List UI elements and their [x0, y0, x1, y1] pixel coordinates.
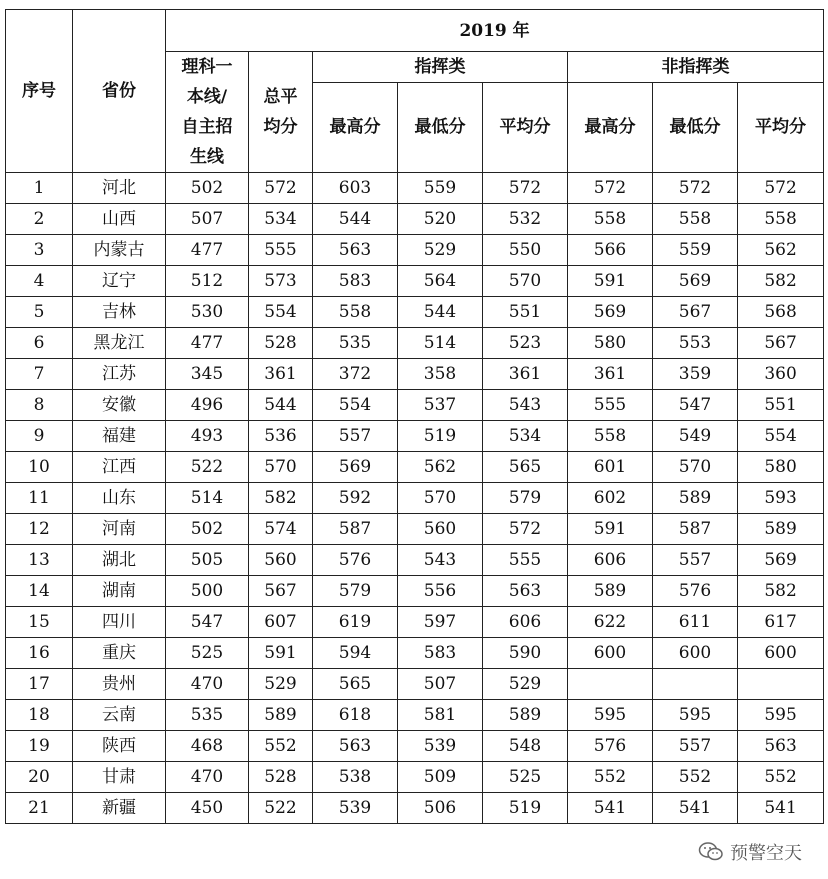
cell-seq: 6	[6, 328, 73, 359]
cell-noncommand-avg: 562	[738, 235, 824, 266]
cell-noncommand-min: 541	[653, 793, 738, 824]
table-row	[6, 545, 824, 576]
cell-province: 河北	[73, 173, 166, 204]
cell-command-min: 544	[398, 297, 483, 328]
table-row	[6, 731, 824, 762]
cell-total-average: 589	[249, 700, 313, 731]
cell-seq: 19	[6, 731, 73, 762]
cell-province: 江西	[73, 452, 166, 483]
cell-noncommand-min: 549	[653, 421, 738, 452]
cell-seq: 9	[6, 421, 73, 452]
cell-command-min: 560	[398, 514, 483, 545]
cell-cutoff-line: 547	[166, 607, 249, 638]
cell-command-max: 618	[313, 700, 398, 731]
cell-total-average: 560	[249, 545, 313, 576]
cell-noncommand-avg: 568	[738, 297, 824, 328]
cell-noncommand-min	[653, 669, 738, 700]
cell-command-min: 509	[398, 762, 483, 793]
table-row	[6, 700, 824, 731]
header-command-min: 最低分	[398, 82, 483, 173]
cell-noncommand-max: 591	[568, 266, 653, 297]
cell-province: 福建	[73, 421, 166, 452]
cell-noncommand-min: 552	[653, 762, 738, 793]
header-province: 省份	[73, 10, 166, 173]
cell-command-min: 537	[398, 390, 483, 421]
cell-seq: 14	[6, 576, 73, 607]
cell-cutoff-line: 502	[166, 173, 249, 204]
cell-command-max: 592	[313, 483, 398, 514]
cell-command-avg: 589	[483, 700, 568, 731]
header-noncommand-max: 最高分	[568, 82, 653, 173]
cell-command-max: 565	[313, 669, 398, 700]
cell-command-avg: 606	[483, 607, 568, 638]
header-command-max: 最高分	[313, 82, 398, 173]
wechat-icon	[698, 841, 724, 863]
header-total-average	[249, 52, 313, 173]
cell-noncommand-avg	[738, 669, 824, 700]
cell-noncommand-max: 576	[568, 731, 653, 762]
cell-command-min: 506	[398, 793, 483, 824]
cell-province: 云南	[73, 700, 166, 731]
cell-command-max: 557	[313, 421, 398, 452]
cell-command-min: 519	[398, 421, 483, 452]
cell-noncommand-max: 572	[568, 173, 653, 204]
cell-noncommand-max: 600	[568, 638, 653, 669]
table-row	[6, 390, 824, 421]
cell-noncommand-max: 580	[568, 328, 653, 359]
header-cutoff-line-2: 本线/	[186, 87, 228, 107]
cell-command-avg: 565	[483, 452, 568, 483]
cell-command-min: 358	[398, 359, 483, 390]
cell-noncommand-max: 566	[568, 235, 653, 266]
header-noncommand-min: 最低分	[653, 82, 738, 173]
cell-province: 河南	[73, 514, 166, 545]
table-row	[6, 266, 824, 297]
cell-command-max: 544	[313, 204, 398, 235]
cell-noncommand-min: 557	[653, 731, 738, 762]
cell-cutoff-line: 496	[166, 390, 249, 421]
header-total-average-2: 均分	[263, 117, 298, 137]
cell-noncommand-min: 595	[653, 700, 738, 731]
cell-cutoff-line: 522	[166, 452, 249, 483]
table-row	[6, 235, 824, 266]
cell-command-avg: 550	[483, 235, 568, 266]
cell-command-min: 543	[398, 545, 483, 576]
cell-noncommand-min: 600	[653, 638, 738, 669]
cell-total-average: 555	[249, 235, 313, 266]
watermark	[698, 839, 802, 865]
cell-command-avg: 361	[483, 359, 568, 390]
cell-total-average: 528	[249, 328, 313, 359]
cell-command-avg: 590	[483, 638, 568, 669]
cell-command-min: 562	[398, 452, 483, 483]
cell-command-max: 579	[313, 576, 398, 607]
cell-cutoff-line: 514	[166, 483, 249, 514]
cell-noncommand-avg: 360	[738, 359, 824, 390]
cell-noncommand-max: 589	[568, 576, 653, 607]
cell-command-min: 564	[398, 266, 483, 297]
cell-noncommand-max: 602	[568, 483, 653, 514]
cell-noncommand-max: 552	[568, 762, 653, 793]
cell-province: 湖北	[73, 545, 166, 576]
cell-command-avg: 534	[483, 421, 568, 452]
cell-noncommand-avg: 595	[738, 700, 824, 731]
cell-noncommand-avg: 569	[738, 545, 824, 576]
cell-command-min: 581	[398, 700, 483, 731]
cell-seq: 15	[6, 607, 73, 638]
header-cutoff-line-1: 理科一	[181, 57, 233, 77]
cell-command-min: 559	[398, 173, 483, 204]
cell-seq: 17	[6, 669, 73, 700]
cell-command-max: 539	[313, 793, 398, 824]
cell-province: 辽宁	[73, 266, 166, 297]
cell-province: 贵州	[73, 669, 166, 700]
cell-noncommand-min: 547	[653, 390, 738, 421]
cell-province: 甘肃	[73, 762, 166, 793]
cell-province: 黑龙江	[73, 328, 166, 359]
cell-total-average: 534	[249, 204, 313, 235]
cell-command-avg: 551	[483, 297, 568, 328]
cell-command-avg: 555	[483, 545, 568, 576]
cell-command-max: 619	[313, 607, 398, 638]
cell-province: 陕西	[73, 731, 166, 762]
header-command-group: 指挥类	[313, 52, 568, 83]
cell-total-average: 361	[249, 359, 313, 390]
cell-province: 内蒙古	[73, 235, 166, 266]
cell-noncommand-min: 553	[653, 328, 738, 359]
cell-noncommand-min: 611	[653, 607, 738, 638]
cell-noncommand-avg: 552	[738, 762, 824, 793]
table-row	[6, 576, 824, 607]
cell-noncommand-max: 606	[568, 545, 653, 576]
cell-noncommand-min: 572	[653, 173, 738, 204]
header-command-avg: 平均分	[483, 82, 568, 173]
cell-command-min: 539	[398, 731, 483, 762]
cell-command-max: 576	[313, 545, 398, 576]
cell-command-avg: 523	[483, 328, 568, 359]
cell-cutoff-line: 530	[166, 297, 249, 328]
cell-noncommand-avg: 617	[738, 607, 824, 638]
cell-command-min: 529	[398, 235, 483, 266]
cell-noncommand-max: 361	[568, 359, 653, 390]
cell-noncommand-avg: 541	[738, 793, 824, 824]
cell-noncommand-min: 558	[653, 204, 738, 235]
cell-cutoff-line: 470	[166, 762, 249, 793]
cell-command-max: 563	[313, 235, 398, 266]
cell-province: 山西	[73, 204, 166, 235]
cell-total-average: 607	[249, 607, 313, 638]
cell-command-min: 514	[398, 328, 483, 359]
cell-noncommand-avg: 572	[738, 173, 824, 204]
cell-noncommand-min: 359	[653, 359, 738, 390]
cell-noncommand-avg: 582	[738, 576, 824, 607]
cell-command-min: 507	[398, 669, 483, 700]
cell-noncommand-max: 601	[568, 452, 653, 483]
score-table	[5, 9, 824, 824]
cell-noncommand-min: 587	[653, 514, 738, 545]
cell-seq: 7	[6, 359, 73, 390]
header-cutoff-line-3: 自主招	[181, 117, 233, 137]
table-row	[6, 638, 824, 669]
cell-command-max: 583	[313, 266, 398, 297]
cell-command-max: 569	[313, 452, 398, 483]
cell-cutoff-line: 470	[166, 669, 249, 700]
cell-province: 湖南	[73, 576, 166, 607]
header-noncommand-avg: 平均分	[738, 82, 824, 173]
cell-total-average: 567	[249, 576, 313, 607]
cell-noncommand-avg: 551	[738, 390, 824, 421]
cell-command-max: 594	[313, 638, 398, 669]
cell-command-max: 603	[313, 173, 398, 204]
cell-seq: 3	[6, 235, 73, 266]
table-row	[6, 607, 824, 638]
table-row	[6, 297, 824, 328]
table-row	[6, 514, 824, 545]
cell-noncommand-avg: 600	[738, 638, 824, 669]
cell-province: 江苏	[73, 359, 166, 390]
cell-command-avg: 579	[483, 483, 568, 514]
cell-cutoff-line: 525	[166, 638, 249, 669]
cell-noncommand-min: 589	[653, 483, 738, 514]
cell-cutoff-line: 535	[166, 700, 249, 731]
table-row	[6, 483, 824, 514]
cell-command-max: 535	[313, 328, 398, 359]
table-row	[6, 793, 824, 824]
cell-province: 吉林	[73, 297, 166, 328]
cell-cutoff-line: 477	[166, 235, 249, 266]
cell-noncommand-max: 622	[568, 607, 653, 638]
cell-cutoff-line: 477	[166, 328, 249, 359]
cell-command-avg: 525	[483, 762, 568, 793]
cell-noncommand-avg: 558	[738, 204, 824, 235]
cell-noncommand-max: 541	[568, 793, 653, 824]
cell-noncommand-min: 570	[653, 452, 738, 483]
cell-total-average: 528	[249, 762, 313, 793]
cell-cutoff-line: 500	[166, 576, 249, 607]
cell-noncommand-avg: 582	[738, 266, 824, 297]
header-cutoff-line	[166, 52, 249, 173]
cell-cutoff-line: 450	[166, 793, 249, 824]
cell-noncommand-max	[568, 669, 653, 700]
cell-province: 山东	[73, 483, 166, 514]
cell-command-min: 570	[398, 483, 483, 514]
cell-command-avg: 532	[483, 204, 568, 235]
cell-command-min: 556	[398, 576, 483, 607]
table-row	[6, 359, 824, 390]
cell-cutoff-line: 512	[166, 266, 249, 297]
cell-command-avg: 529	[483, 669, 568, 700]
cell-cutoff-line: 468	[166, 731, 249, 762]
cell-noncommand-avg: 567	[738, 328, 824, 359]
cell-total-average: 522	[249, 793, 313, 824]
cell-total-average: 552	[249, 731, 313, 762]
cell-seq: 18	[6, 700, 73, 731]
cell-total-average: 554	[249, 297, 313, 328]
cell-command-min: 597	[398, 607, 483, 638]
cell-seq: 11	[6, 483, 73, 514]
cell-seq: 13	[6, 545, 73, 576]
cell-seq: 16	[6, 638, 73, 669]
cell-seq: 8	[6, 390, 73, 421]
cell-command-min: 520	[398, 204, 483, 235]
cell-cutoff-line: 493	[166, 421, 249, 452]
cell-command-avg: 548	[483, 731, 568, 762]
cell-noncommand-max: 555	[568, 390, 653, 421]
cell-noncommand-avg: 589	[738, 514, 824, 545]
cell-noncommand-avg: 563	[738, 731, 824, 762]
cell-noncommand-max: 558	[568, 421, 653, 452]
cell-cutoff-line: 507	[166, 204, 249, 235]
cell-province: 重庆	[73, 638, 166, 669]
cell-noncommand-min: 557	[653, 545, 738, 576]
watermark-text: 预警空天	[730, 843, 802, 864]
table-row	[6, 452, 824, 483]
cell-noncommand-min: 559	[653, 235, 738, 266]
table-row	[6, 328, 824, 359]
cell-noncommand-min: 567	[653, 297, 738, 328]
cell-noncommand-min: 569	[653, 266, 738, 297]
cell-noncommand-max: 595	[568, 700, 653, 731]
cell-command-avg: 519	[483, 793, 568, 824]
cell-total-average: 582	[249, 483, 313, 514]
table-row	[6, 204, 824, 235]
cell-total-average: 573	[249, 266, 313, 297]
cell-command-avg: 543	[483, 390, 568, 421]
header-cutoff-line-4: 生线	[190, 147, 224, 167]
cell-noncommand-min: 576	[653, 576, 738, 607]
cell-seq: 4	[6, 266, 73, 297]
cell-total-average: 529	[249, 669, 313, 700]
cell-total-average: 574	[249, 514, 313, 545]
cell-noncommand-avg: 554	[738, 421, 824, 452]
cell-command-avg: 563	[483, 576, 568, 607]
cell-cutoff-line: 502	[166, 514, 249, 545]
cell-province: 新疆	[73, 793, 166, 824]
header-noncommand-group: 非指挥类	[568, 52, 824, 83]
table-row	[6, 762, 824, 793]
cell-noncommand-avg: 593	[738, 483, 824, 514]
cell-total-average: 591	[249, 638, 313, 669]
header-year: 2019 年	[166, 10, 824, 52]
cell-command-avg: 572	[483, 173, 568, 204]
cell-province: 四川	[73, 607, 166, 638]
cell-command-max: 587	[313, 514, 398, 545]
cell-cutoff-line: 345	[166, 359, 249, 390]
cell-total-average: 536	[249, 421, 313, 452]
cell-noncommand-avg: 580	[738, 452, 824, 483]
header-seq: 序号	[6, 10, 73, 173]
cell-command-max: 554	[313, 390, 398, 421]
cell-seq: 1	[6, 173, 73, 204]
cell-command-max: 558	[313, 297, 398, 328]
cell-command-max: 538	[313, 762, 398, 793]
cell-seq: 5	[6, 297, 73, 328]
cell-seq: 20	[6, 762, 73, 793]
cell-total-average: 544	[249, 390, 313, 421]
cell-command-min: 583	[398, 638, 483, 669]
table-row	[6, 669, 824, 700]
cell-command-max: 372	[313, 359, 398, 390]
cell-seq: 2	[6, 204, 73, 235]
cell-seq: 12	[6, 514, 73, 545]
cell-total-average: 572	[249, 173, 313, 204]
cell-command-avg: 572	[483, 514, 568, 545]
header-total-average-1: 总平	[263, 87, 298, 107]
cell-cutoff-line: 505	[166, 545, 249, 576]
table-row	[6, 173, 824, 204]
table-row	[6, 421, 824, 452]
cell-total-average: 570	[249, 452, 313, 483]
cell-command-max: 563	[313, 731, 398, 762]
cell-seq: 10	[6, 452, 73, 483]
cell-noncommand-max: 569	[568, 297, 653, 328]
cell-seq: 21	[6, 793, 73, 824]
cell-noncommand-max: 558	[568, 204, 653, 235]
cell-command-avg: 570	[483, 266, 568, 297]
cell-noncommand-max: 591	[568, 514, 653, 545]
cell-province: 安徽	[73, 390, 166, 421]
